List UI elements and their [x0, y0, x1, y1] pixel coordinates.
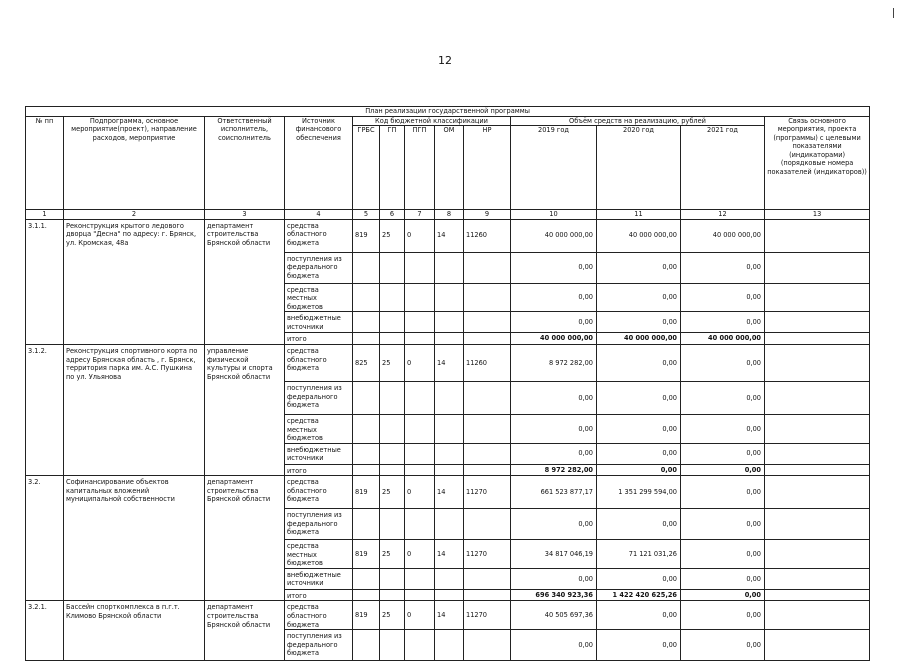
total-label: итого [285, 589, 353, 601]
amount-2021: 0,00 [681, 283, 765, 312]
header-gp: ГП [380, 126, 405, 210]
pgp-cell: 0 [405, 540, 435, 569]
amount-2020: 0,00 [597, 283, 681, 312]
om-cell: 14 [435, 601, 464, 630]
indicator-link-cell [765, 540, 870, 569]
grbs-cell [353, 568, 380, 589]
funding-source: внебюджетные источники [285, 568, 353, 589]
header-2021: 2021 год [681, 126, 765, 210]
header-2020: 2020 год [597, 126, 681, 210]
funding-source: поступления из федерального бюджета [285, 381, 353, 414]
gp-cell [380, 630, 405, 661]
nr-cell [464, 312, 511, 333]
table-row [26, 476, 870, 509]
header-2019: 2019 год [511, 126, 597, 210]
gp-cell: 25 [380, 344, 405, 381]
funding-source: средства областного бюджета [285, 601, 353, 630]
gp-cell: 25 [380, 219, 405, 252]
nr-cell [464, 414, 511, 443]
col-number: 8 [435, 210, 464, 220]
funding-source: средства местных бюджетов [285, 540, 353, 569]
amount-2020: 0,00 [597, 443, 681, 464]
grbs-cell: 825 [353, 344, 380, 381]
nr-cell [464, 464, 511, 476]
col-number: 2 [64, 210, 205, 220]
nr-cell: 11270 [464, 476, 511, 509]
total-label: итого [285, 464, 353, 476]
indicator-link-cell [765, 464, 870, 476]
grbs-cell: 819 [353, 219, 380, 252]
row-responsible: департамент строительства Брянской области [205, 601, 285, 661]
header-responsible: Ответственный исполнитель, соисполнитель [205, 116, 285, 210]
row-title: Бассейн спорткомплекса в п.г.т. Климово Брянской области [64, 601, 205, 661]
funding-source: средства областного бюджета [285, 476, 353, 509]
amount-2020: 0,00 [597, 312, 681, 333]
amount-2021: 0,00 [681, 312, 765, 333]
indicator-link-cell [765, 601, 870, 630]
grbs-cell [353, 381, 380, 414]
plan-table [25, 106, 870, 661]
funding-source: внебюджетные источники [285, 312, 353, 333]
amount-2021: 0,00 [681, 381, 765, 414]
gp-cell [380, 252, 405, 283]
om-cell [435, 464, 464, 476]
grbs-cell [353, 630, 380, 661]
funding-source: средства местных бюджетов [285, 414, 353, 443]
gp-cell [380, 283, 405, 312]
nr-cell [464, 381, 511, 414]
om-cell [435, 381, 464, 414]
table-row [26, 344, 870, 381]
indicator-link-cell [765, 252, 870, 283]
header-volume: Объём средств на реализацию, рублей [511, 116, 765, 126]
funding-source: средства областного бюджета [285, 219, 353, 252]
grbs-cell [353, 443, 380, 464]
indicator-link-cell [765, 476, 870, 509]
grbs-cell [353, 283, 380, 312]
nr-cell: 11260 [464, 344, 511, 381]
om-cell: 14 [435, 344, 464, 381]
pgp-cell [405, 312, 435, 333]
gp-cell [380, 509, 405, 540]
om-cell [435, 414, 464, 443]
amount-2019: 0,00 [511, 252, 597, 283]
funding-source: средства областного бюджета [285, 344, 353, 381]
pgp-cell [405, 252, 435, 283]
total-label: итого [285, 333, 353, 345]
col-number: 13 [765, 210, 870, 220]
header-budget-code: Код бюджетной классификации [353, 116, 511, 126]
amount-2019: 8 972 282,00 [511, 464, 597, 476]
amount-2019: 0,00 [511, 443, 597, 464]
funding-source: поступления из федерального бюджета [285, 252, 353, 283]
amount-2021: 0,00 [681, 443, 765, 464]
table-header [26, 107, 870, 220]
header-grbs: ГРБС [353, 126, 380, 210]
nr-cell [464, 443, 511, 464]
pgp-cell [405, 589, 435, 601]
amount-2019: 40 505 697,36 [511, 601, 597, 630]
amount-2020: 40 000 000,00 [597, 333, 681, 345]
col-number: 3 [205, 210, 285, 220]
col-number: 6 [380, 210, 405, 220]
pgp-cell [405, 509, 435, 540]
row-number: 3.2.1. [26, 601, 64, 661]
row-number: 3.1.2. [26, 344, 64, 475]
column-number-row [26, 210, 870, 220]
nr-cell: 11270 [464, 540, 511, 569]
amount-2020: 0,00 [597, 509, 681, 540]
grbs-cell: 819 [353, 540, 380, 569]
om-cell [435, 589, 464, 601]
om-cell: 14 [435, 219, 464, 252]
pgp-cell: 0 [405, 601, 435, 630]
amount-2020: 0,00 [597, 464, 681, 476]
pgp-cell [405, 283, 435, 312]
col-number: 11 [597, 210, 681, 220]
amount-2019: 0,00 [511, 381, 597, 414]
nr-cell: 11260 [464, 219, 511, 252]
funding-source: внебюджетные источники [285, 443, 353, 464]
scan-edge-mark [893, 8, 894, 18]
plan-title: План реализации государственной программы [26, 107, 870, 117]
row-number: 3.2. [26, 476, 64, 601]
amount-2021: 0,00 [681, 464, 765, 476]
om-cell [435, 312, 464, 333]
nr-cell [464, 283, 511, 312]
om-cell [435, 283, 464, 312]
header-num: № пп [26, 116, 64, 210]
indicator-link-cell [765, 568, 870, 589]
gp-cell: 25 [380, 540, 405, 569]
grbs-cell: 819 [353, 476, 380, 509]
col-number: 5 [353, 210, 380, 220]
pgp-cell [405, 568, 435, 589]
nr-cell [464, 568, 511, 589]
amount-2019: 0,00 [511, 630, 597, 661]
header-pgp: ПГП [405, 126, 435, 210]
amount-2020: 1 351 299 594,00 [597, 476, 681, 509]
grbs-cell [353, 589, 380, 601]
row-title: Реконструкция крытого ледового дворца "Десна" по адресу: г. Брянск, ул. Кромская, 48а [64, 219, 205, 344]
grbs-cell [353, 414, 380, 443]
gp-cell: 25 [380, 476, 405, 509]
header-om: ОМ [435, 126, 464, 210]
indicator-link-cell [765, 333, 870, 345]
row-responsible: департамент строительства Брянской области [205, 476, 285, 601]
indicator-link-cell [765, 630, 870, 661]
row-responsible: управление физической культуры и спорта Брянской области [205, 344, 285, 475]
grbs-cell [353, 333, 380, 345]
amount-2020: 0,00 [597, 630, 681, 661]
om-cell [435, 333, 464, 345]
om-cell [435, 630, 464, 661]
header-link: Связь основного мероприятия, проекта (программы) с целевыми показателями (индикаторами) (порядковые номера показателей (индикаторов)) [765, 116, 870, 210]
row-number: 3.1.1. [26, 219, 64, 344]
om-cell: 14 [435, 476, 464, 509]
amount-2021: 0,00 [681, 630, 765, 661]
amount-2019: 34 817 046,19 [511, 540, 597, 569]
col-number: 12 [681, 210, 765, 220]
amount-2019: 8 972 282,00 [511, 344, 597, 381]
row-title: Софинансирование объектов капитальных вложений муниципальной собственности [64, 476, 205, 601]
amount-2019: 661 523 877,17 [511, 476, 597, 509]
indicator-link-cell [765, 381, 870, 414]
amount-2021: 0,00 [681, 601, 765, 630]
pgp-cell [405, 630, 435, 661]
indicator-link-cell [765, 219, 870, 252]
indicator-link-cell [765, 283, 870, 312]
table-body [26, 219, 870, 660]
nr-cell [464, 630, 511, 661]
amount-2021: 0,00 [681, 509, 765, 540]
gp-cell [380, 333, 405, 345]
amount-2019: 0,00 [511, 312, 597, 333]
funding-source: поступления из федерального бюджета [285, 630, 353, 661]
pgp-cell: 0 [405, 219, 435, 252]
pgp-cell [405, 443, 435, 464]
gp-cell [380, 464, 405, 476]
amount-2020: 0,00 [597, 381, 681, 414]
amount-2021: 0,00 [681, 344, 765, 381]
amount-2020: 1 422 420 625,26 [597, 589, 681, 601]
indicator-link-cell [765, 509, 870, 540]
nr-cell [464, 589, 511, 601]
om-cell [435, 443, 464, 464]
gp-cell [380, 589, 405, 601]
grbs-cell [353, 464, 380, 476]
header-nr: НР [464, 126, 511, 210]
amount-2019: 40 000 000,00 [511, 333, 597, 345]
om-cell [435, 252, 464, 283]
amount-2019: 40 000 000,00 [511, 219, 597, 252]
header-source: Источник финансового обеспечения [285, 116, 353, 210]
col-number: 4 [285, 210, 353, 220]
amount-2021: 0,00 [681, 252, 765, 283]
om-cell [435, 568, 464, 589]
grbs-cell [353, 509, 380, 540]
gp-cell [380, 414, 405, 443]
grbs-cell [353, 252, 380, 283]
amount-2020: 0,00 [597, 252, 681, 283]
amount-2019: 0,00 [511, 283, 597, 312]
gp-cell [380, 381, 405, 414]
amount-2020: 71 121 031,26 [597, 540, 681, 569]
amount-2019: 0,00 [511, 414, 597, 443]
amount-2021: 0,00 [681, 568, 765, 589]
amount-2021: 40 000 000,00 [681, 333, 765, 345]
nr-cell [464, 333, 511, 345]
amount-2020: 0,00 [597, 414, 681, 443]
nr-cell: 11270 [464, 601, 511, 630]
table-row [26, 219, 870, 252]
pgp-cell [405, 414, 435, 443]
amount-2021: 0,00 [681, 414, 765, 443]
table-row [26, 601, 870, 630]
col-number: 7 [405, 210, 435, 220]
pgp-cell [405, 333, 435, 345]
row-responsible: департамент строительства Брянской области [205, 219, 285, 344]
grbs-cell: 819 [353, 601, 380, 630]
row-title: Реконструкция спортивного корта по адресу Брянская область , г. Брянск, территория парка им. А.С. Пушкина по ул. Ульянова [64, 344, 205, 475]
funding-source: средства местных бюджетов [285, 283, 353, 312]
nr-cell [464, 252, 511, 283]
gp-cell [380, 568, 405, 589]
header-subprogram: Подпрограмма, основное мероприятие(проект), направление расходов, мероприятие [64, 116, 205, 210]
amount-2019: 0,00 [511, 509, 597, 540]
amount-2021: 40 000 000,00 [681, 219, 765, 252]
amount-2019: 696 340 923,36 [511, 589, 597, 601]
gp-cell: 25 [380, 601, 405, 630]
amount-2021: 0,00 [681, 476, 765, 509]
indicator-link-cell [765, 344, 870, 381]
funding-source: поступления из федерального бюджета [285, 509, 353, 540]
indicator-link-cell [765, 589, 870, 601]
amount-2020: 0,00 [597, 344, 681, 381]
indicator-link-cell [765, 414, 870, 443]
col-number: 1 [26, 210, 64, 220]
col-number: 10 [511, 210, 597, 220]
amount-2020: 40 000 000,00 [597, 219, 681, 252]
gp-cell [380, 312, 405, 333]
amount-2020: 0,00 [597, 568, 681, 589]
pgp-cell [405, 381, 435, 414]
pgp-cell [405, 464, 435, 476]
om-cell: 14 [435, 540, 464, 569]
pgp-cell: 0 [405, 344, 435, 381]
indicator-link-cell [765, 443, 870, 464]
amount-2020: 0,00 [597, 601, 681, 630]
page-number: 12 [438, 54, 452, 67]
pgp-cell: 0 [405, 476, 435, 509]
col-number: 9 [464, 210, 511, 220]
gp-cell [380, 443, 405, 464]
amount-2021: 0,00 [681, 540, 765, 569]
nr-cell [464, 509, 511, 540]
om-cell [435, 509, 464, 540]
grbs-cell [353, 312, 380, 333]
indicator-link-cell [765, 312, 870, 333]
amount-2019: 0,00 [511, 568, 597, 589]
amount-2021: 0,00 [681, 589, 765, 601]
